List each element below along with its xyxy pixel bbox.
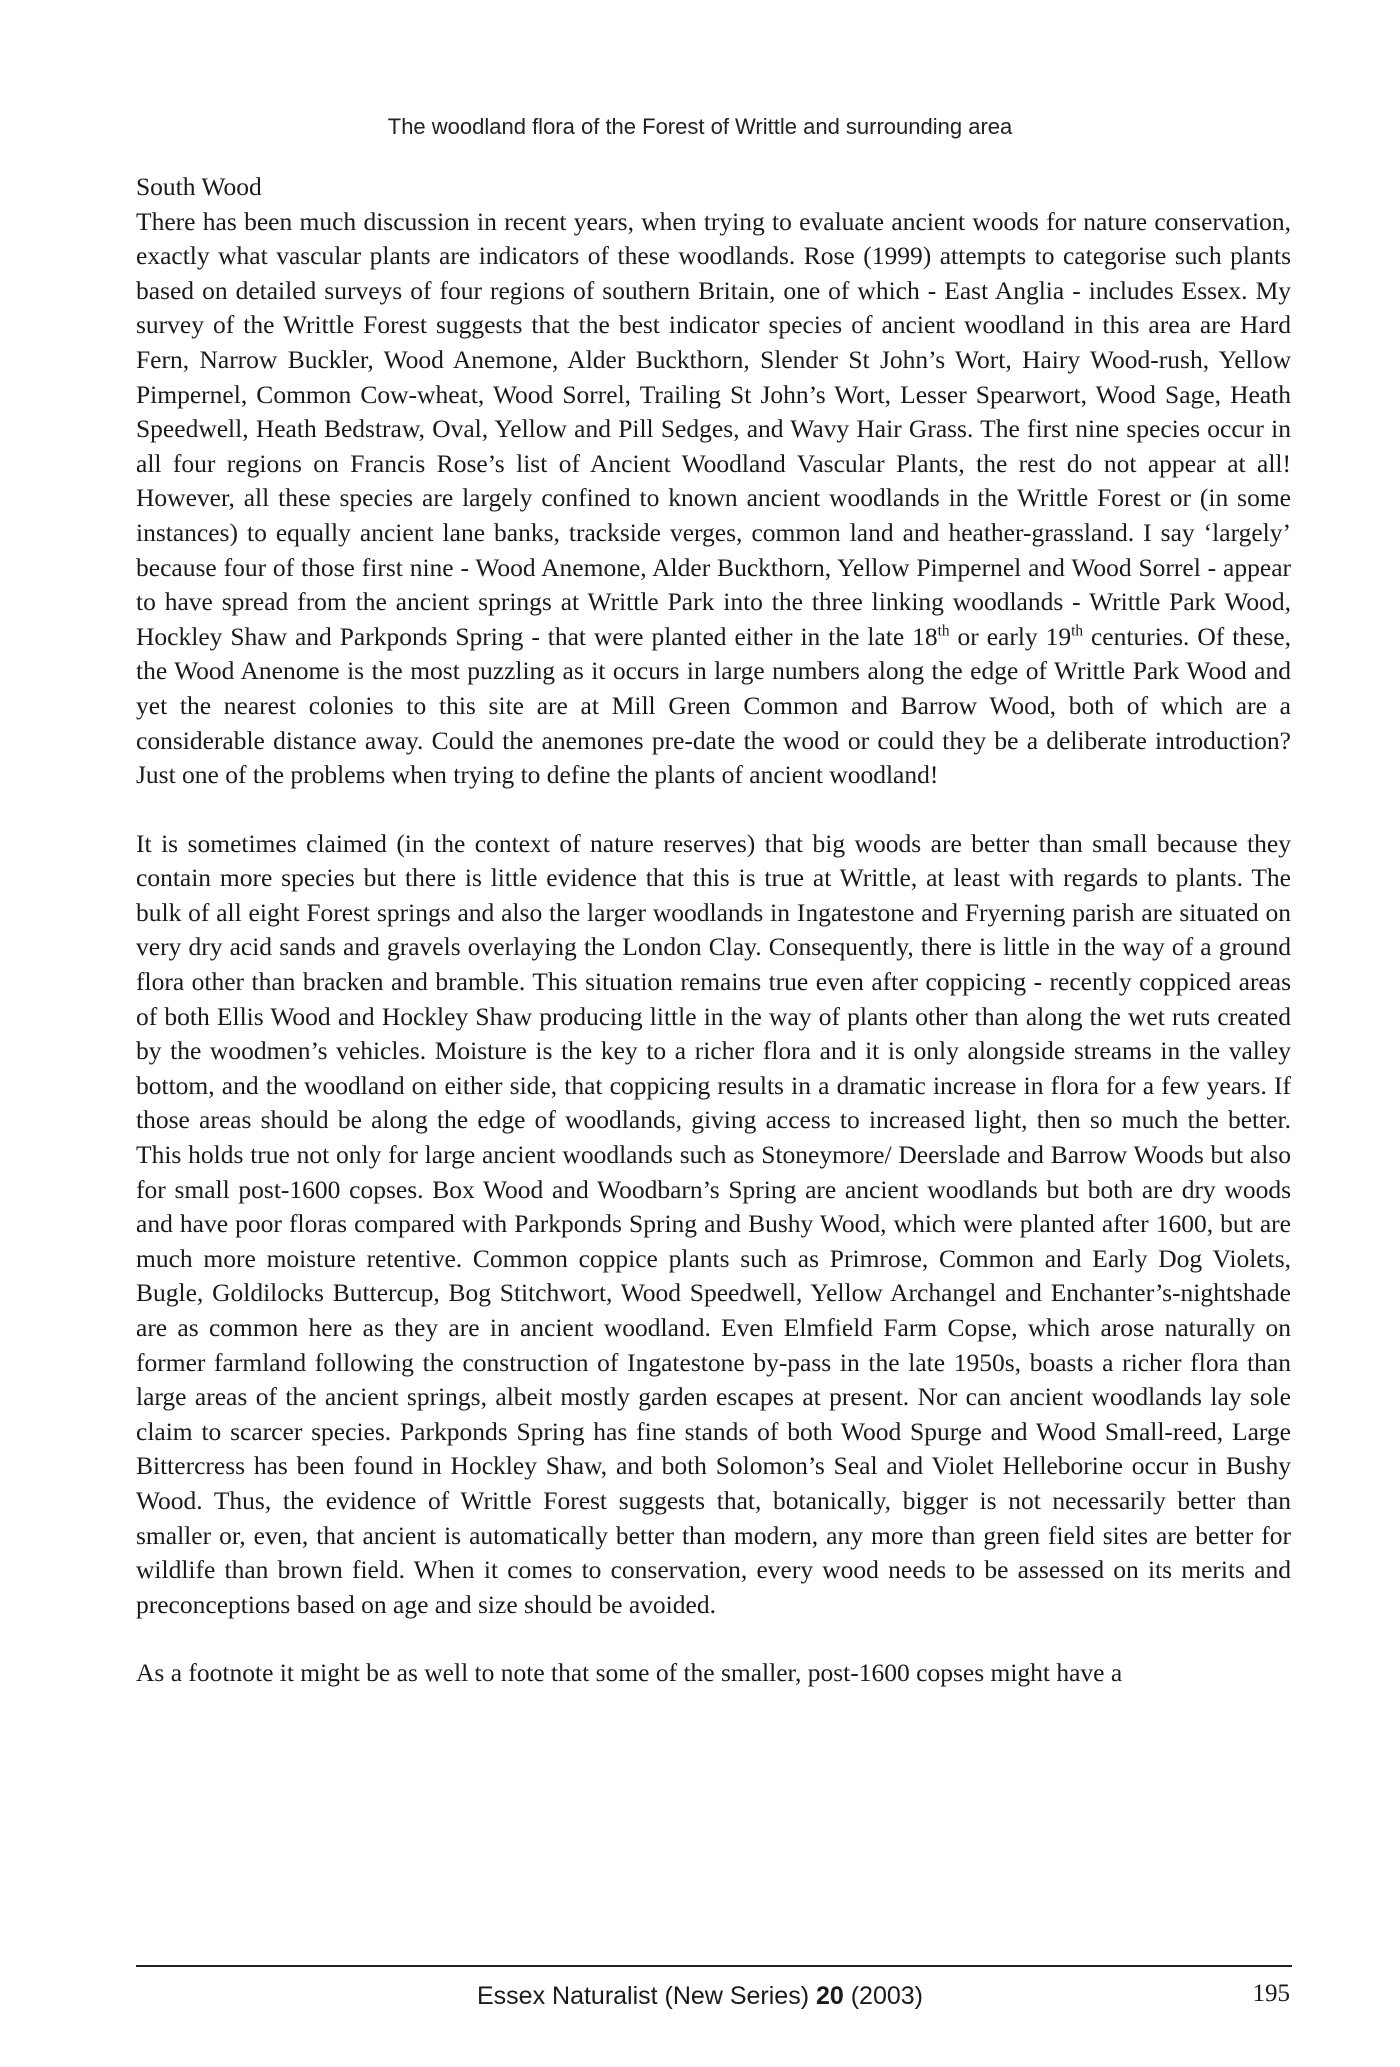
paragraph-big-vs-small-woods: It is sometimes claimed (in the context of nature reserves) that big woods are better than small because they contain more species but there is little evidence that this is true at Writtle, at least with regards to plants. The bulk of all eight Forest springs and also the larger woodlands in Ingatestone and Fryerning parish are situated on very dry acid sands and gravels overlaying the London Clay. Consequently, there is little in the way of a ground flora other than bracken and bramble. This situation remains true even after coppicing - recently coppiced areas of both Ellis Wood and Hockley Shaw producing little in the way of plants other than along the wet ruts created by the woodmen’s vehicles. Moisture is the key to a richer flora and it is only alongside streams in the valley bottom, and the woodland on either side, that coppicing results in a dramatic increase in flora for a few years. If those areas should be along the edge of woodlands, giving access to increased light, then so much the better. This holds true not only for large ancient woodlands such as Stoneymore/ Deerslade and Barrow Woods but also for small post-1600 copses. Box Wood and Woodbarn’s Spring are ancient woodlands but both are dry woods and have poor floras compared with Parkponds Spring and Bushy Wood, which were planted after 1600, but are much more moisture retentive. Common coppice plants such as Primrose, Common and Early Dog Violets, Bugle, Goldilocks Buttercup, Bog Stitchwort, Wood Speedwell, Yellow Archangel and Enchanter’s-nightshade are as common here as they are in ancient woodland. Even Elmfield Farm Copse, which arose naturally on former farmland following the construction of Ingatestone by-pass in the late 1950s, boasts a richer flora than large areas of the ancient springs, albeit mostly garden escapes at present. Nor can ancient woodlands lay sole claim to scarcer species. Parkponds Spring has fine stands of both Wood Spurge and Wood Small-reed, Large Bittercress has been found in Hockley Shaw, and both Solomon’s Seal and Violet Helleborine occur in Bushy Wood. Thus, the evidence of Writtle Forest suggests that, botanically, bigger is not necessarily better than smaller or, even, that ancient is automatically better than modern, any more than green field sites are better for wildlife than brown field. When it comes to conservation, every wood needs to be assessed on its merits and preconceptions based on age and size should be avoided. — [136, 828, 1291, 1619]
journal-name: Essex Naturalist (New Series) — [476, 1982, 816, 2010]
section-heading: South Wood — [136, 172, 262, 201]
journal-volume: 20 — [815, 1982, 844, 2010]
journal-citation — [0, 1982, 1400, 2011]
paragraph-gap — [136, 793, 1291, 827]
journal-year: (2003) — [843, 1982, 923, 2010]
paragraph-footnote: As a footnote it might be as well to note that some of the smaller, post-1600 copses might have a — [136, 1658, 1123, 1688]
article-body — [136, 170, 1291, 1691]
paragraph-gap — [136, 1622, 1291, 1656]
paragraph-indicator-species — [136, 205, 1291, 793]
paragraph-text: or early 19 — [949, 621, 1072, 651]
paragraph-text: There has been much discussion in recent years, when trying to evaluate ancient woods for nature conservation, exactly what vascular plants are indicators of these woodlands. Rose (1999) attempts to categorise such plants based on detailed surveys of four regions of southern Britain, one of which - East Anglia - includes Essex. My survey of the Writtle Forest suggests that the best indicator species of ancient woodland in this area are Hard Fern, Narrow Buckler, Wood Anemone, Alder Buckthorn, Slender St John’s Wort, Hairy Wood-rush, Yellow Pimpernel, Common Cow-wheat, Wood Sorrel, Trailing St John’s Wort, Lesser Spearwort, Wood Sage, Heath Speedwell, Heath Bedstraw, Oval, Yellow and Pill Sedges, and Wavy Hair Grass. The first nine species occur in all four regions on Francis Rose’s list of Ancient Woodland Vascular Plants, the rest do not appear at all! However, all these species are largely confined to known ancient woodlands in the Writtle Forest or (in some instances) to equally ancient lane banks, trackside verges, common land and heather-grassland. I say ‘largely’ because four of those first nine - Wood Anemone, Alder Buckthorn, Yellow Pimpernel and Wood Sorrel - appear to have spread from the ancient springs at Writtle Park into the three linking woodlands - Writtle Park Wood, Hockley Shaw and Parkponds Spring - that were planted either in the late 18 — [136, 206, 1291, 651]
page-number: 195 — [1252, 1980, 1290, 2007]
footer-rule — [136, 1965, 1292, 1967]
paragraph-text: centuries. Of these, the Wood Anenome is the most puzzling as it occurs in large numbers along the edge of Writtle Park Wood and yet the nearest colonies to this site are at Mill Green Common and Barrow Wood, both of which are a considerable distance away. Could the anemones pre-date the wood or could they be a deliberate introduction? Just one of the problems when trying to define the plants of ancient woodland! — [136, 621, 1291, 790]
running-title: The woodland flora of the Forest of Writtle and surrounding area — [387, 114, 1013, 139]
superscript-ordinal: th — [1071, 622, 1084, 640]
superscript-ordinal: th — [937, 622, 950, 640]
